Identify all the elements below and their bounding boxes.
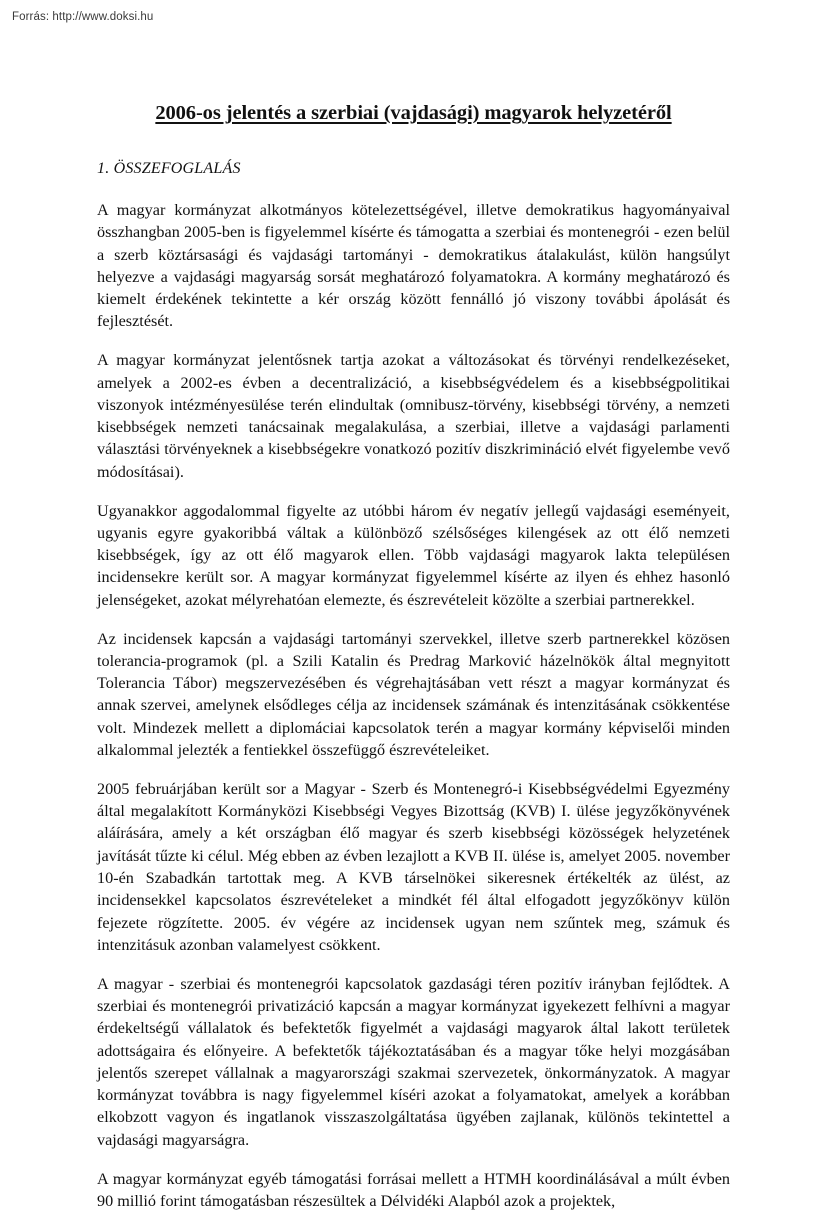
paragraph: Ugyanakkor aggodalommal figyelte az utóbbi három év negatív jellegű vajdasági eseményeit, ugyanis egyre gyakoribbá váltak a különböző szélsőséges kilengések az ott élő nemzeti kisebbségek, így az ott élő magyarok ellen. Több vajdasági magyarok lakta településen incidensekre került sor. A magyar kormányzat figyelemmel kísérte az ilyen és ehhez hasonló jelenségeket, azokat mélyrehatóan elemezte, és észrevételeit közölte a szerbiai partnerekkel. [97,501,730,609]
paragraph: Az incidensek kapcsán a vajdasági tartományi szervekkel, illetve szerb partnerekkel közösen tolerancia-programok (pl. a Szili Katalin és Predrag Marković házelnökök által megnyitott Tolerancia Tábor) megszervezésében és végrehajtásában vett részt a magyar kormányzat és annak szervei, amelynek elsődleges célja az incidensek számának és intenzitásának csökkentése volt. Mindezek mellett a diplomáciai kapcsolatok terén a magyar kormány képviselői minden alkalommal jelezték a fentiekkel összefüggő észrevételeiket. [97,629,730,760]
paragraph: A magyar kormányzat jelentősnek tartja azokat a változásokat és törvényi rendelkezéseket, amelyek a 2002-es évben a decentralizáció, a kisebbségvédelem és a kisebbségpolitikai viszonyok intézményesülése terén elindultak (omnibusz-törvény, kisebbségi törvény, a nemzeti kisebbségek nemzeti tanácsainak megalakulása, a szerbiai, illetve a vajdasági parlamenti választási törvényeknek a kisebbségekre vonatkozó pozitív diszkrimináció elvét figyelembe vevő módosításai). [97,351,730,481]
source-watermark: Forrás: http://www.doksi.hu [12,11,154,23]
paragraph: 2005 februárjában került sor a Magyar - Szerb és Montenegró-i Kisebbségvédelmi Egyezmény által megalakított Kormányközi Kisebbségi Vegyes Bizottság (KVB) I. ülése jegyzőkönyvének aláírására, amely a két országban élő magyar és szerb kisebbségi közösségek helyzetének javítását tűzte ki célul. Még ebben az évben lezajlott a KVB II. ülése is, amelyet 2005. november 10-én Szabadkán tartottak meg. A KVB társelnökei sikeresnek értékelték az ülést, az incidensekkel kapcsolatos észrevételeket a mindkét fél által elfogadott jegyzőkönyv külön fejezete rögzítette. 2005. év végére az incidensek ugyan nem szűntek meg, számuk és intenzitásuk azonban valamelyest csökkent. [97,779,730,954]
paragraph: A magyar kormányzat egyéb támogatási forrásai mellett a HTMH koordinálásával a múlt évben 90 millió forint támogatásban részesültek a Délvidéki Alapból azok a projektek, [97,1169,730,1210]
paragraph: A magyar kormányzat alkotmányos kötelezettségével, illetve demokratikus hagyományaival összhangban 2005-ben is figyelemmel kísérte és támogatta a szerbiai és montenegrói - ezen belül a szerb köztársasági és vajdasági tartományi - demokratikus átalakulást, külön hangsúlyt helyezve a vajdasági magyarság sorsát meghatározó folyamatokra. A kormány meghatározó és kiemelt érdekének tekintette a kér ország között fennálló jó viszony további ápolását és fejlesztését. [97,201,730,331]
document-body [97,199,730,1212]
page-title: 2006-os jelentés a szerbiai (vajdasági) magyarok helyzetéről [155,102,672,124]
section-heading-summary: 1. ÖSSZEFOGLALÁS [97,160,241,177]
paragraph: A magyar - szerbiai és montenegrói kapcsolatok gazdasági téren pozitív irányban fejlődtek. A szerbiai és montenegrói privatizáció kapcsán a magyar kormányzat igyekezett felhívni a magyar érdekeltségű vállalatok és befektetők figyelmét a vajdasági magyarok által lakott területek adottságaira és előnyeire. A befektetők tájékoztatásában és a magyar tőke helyi mozgásában jelentős szerepet vállalnak a magyarországi szakmai szervezetek, önkormányzatok. A magyar kormányzat továbbra is nagy figyelemmel kíséri azokat a folyamatokat, amelyek a korábban elkobzott vagyon és ingatlanok visszaszolgáltatása ügyében zajlanak, különös tekintettel a vajdasági magyarságra. [97,974,730,1149]
